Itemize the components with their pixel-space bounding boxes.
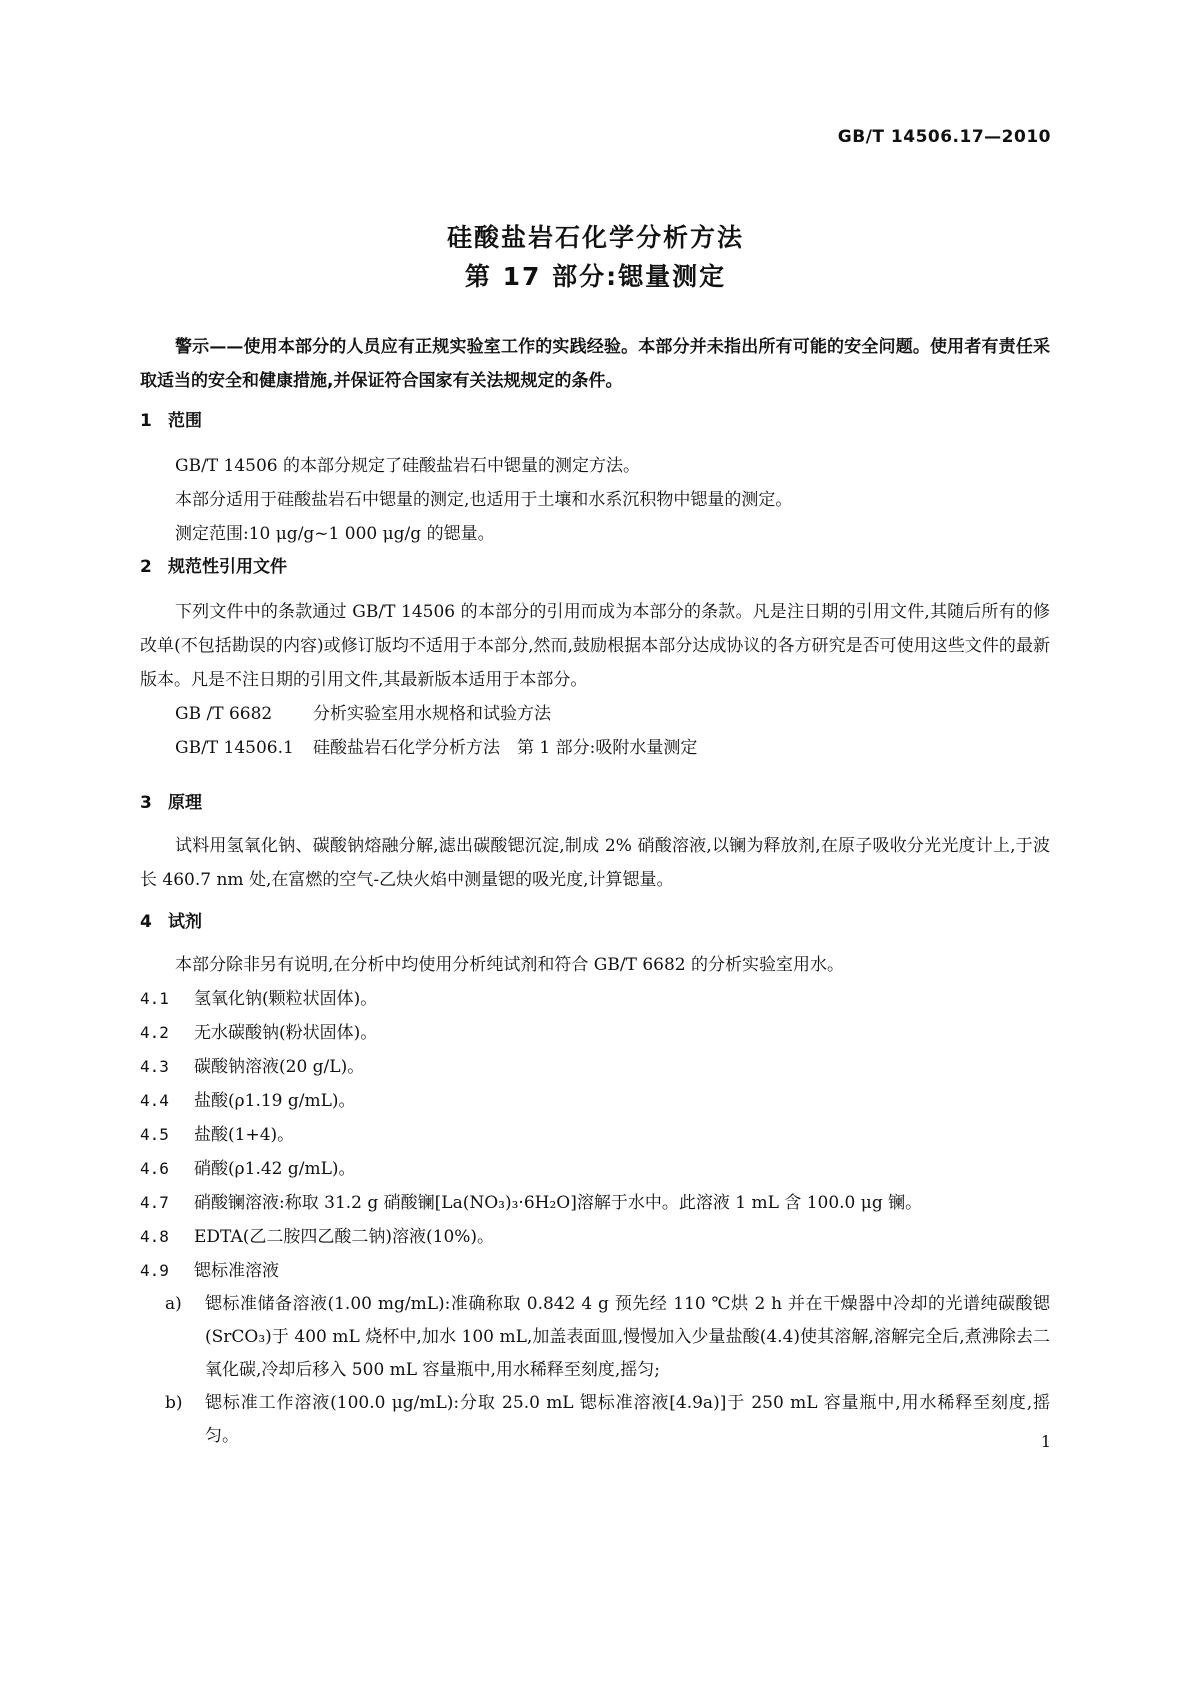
title-line-1: 硅酸盐岩石化学分析方法 [446,223,744,252]
item-text: 硝酸镧溶液:称取 31.2 g 硝酸镧[La(NO₃)₃·6H₂O]溶解于水中。此溶液 1 mL 含 100.0 μg 镧。 [194,1193,923,1213]
item-number: 4.3 [140,1057,169,1076]
sub-item-label: b) [165,1393,183,1413]
reagent-item [140,1254,1050,1288]
reagent-item [140,1084,1050,1118]
sub-item-text: 锶标准储备溶液(1.00 mg/mL):准确称取 0.842 4 g 预先经 110 ℃烘 2 h 并在干燥器中冷却的光谱纯碳酸锶(SrCO₃)于 400 mL 烧杯中,加水 100 mL,加盖表面皿,慢慢加入少量盐酸(4.4)使其溶解,溶解完全后,煮沸除去二氧化碳,冷却后移入 500 mL 容量瓶中,用水稀释至刻度,摇匀; [205,1294,1050,1380]
section-refs [140,554,1050,580]
section-number: 3 [140,793,152,813]
section-scope [140,408,1050,434]
item-text: 硝酸(ρ1.42 g/mL)。 [194,1159,356,1179]
item-text: 碳酸钠溶液(20 g/L)。 [194,1057,365,1077]
title-line-2: 第 17 部分:锶量测定 [464,262,727,291]
section-number: 1 [140,411,152,431]
item-number: 4.6 [140,1159,169,1178]
section-number: 4 [140,912,152,932]
item-text: 盐酸(1+4)。 [194,1125,295,1145]
reference-item [140,731,1050,765]
paragraph: 下列文件中的条款通过 GB/T 14506 的本部分的引用而成为本部分的条款。凡是注日期的引用文件,其随后所有的修改单(不包括勘误的内容)或修订版均不适用于本部分,然而,鼓励根据本部分达成协议的各方研究是否可使用这些文件的最新版本。凡是不注日期的引用文件,其最新版本适用于本部分。 [140,602,1050,690]
reference-item [140,697,1050,731]
paragraph: GB/T 14506 的本部分规定了硅酸盐岩石中锶量的测定方法。 [175,456,641,476]
item-text: EDTA(乙二胺四乙酸二钠)溶液(10%)。 [194,1227,495,1247]
item-number: 4.8 [140,1227,169,1246]
page-number: 1 [1040,1432,1051,1451]
item-text: 盐酸(ρ1.19 g/mL)。 [194,1091,356,1111]
section-title: 原理 [168,793,202,813]
section-reagents [140,909,1050,935]
section-principle [140,790,1050,816]
reference-code: GB /T 6682 [175,704,273,724]
item-number: 4.9 [140,1261,169,1280]
reagent-item [140,1118,1050,1152]
standard-code: GB/T 14506.17—2010 [837,127,1051,147]
section-title: 规范性引用文件 [168,557,287,577]
reference-title: 分析实验室用水规格和试验方法 [313,704,551,724]
scope-body [140,449,1050,551]
paragraph: 试料用氢氧化钠、碳酸钠熔融分解,滤出碳酸锶沉淀,制成 2% 硝酸溶液,以镧为释放剂,在原子吸收分光光度计上,于波长 460.7 nm 处,在富燃的空气-乙炔火焰中测量锶的吸光度,计算锶量。 [140,836,1050,890]
item-number: 4.2 [140,1023,169,1042]
paragraph: 测定范围:10 μg/g~1 000 μg/g 的锶量。 [175,524,495,544]
warning-block [140,330,1050,398]
section-title: 试剂 [168,912,202,932]
section-heading [140,408,1050,434]
item-text: 无水碳酸钠(粉状固体)。 [194,1023,378,1043]
reagent-item [140,1050,1050,1084]
section-heading [140,554,1050,580]
refs-body [140,595,1050,765]
paragraph: 本部分除非另有说明,在分析中均使用分析纯试剂和符合 GB/T 6682 的分析实验室用水。 [175,955,845,975]
reagent-item [140,1016,1050,1050]
section-heading [140,909,1050,935]
sub-item [140,1288,1050,1387]
reagent-item [140,1186,1050,1220]
sub-item [140,1387,1050,1453]
reagent-item [140,982,1050,1016]
warning-text: 警示——使用本部分的人员应有正规实验室工作的实践经验。本部分并未指出所有可能的安全问题。使用者有责任采取适当的安全和健康措施,并保证符合国家有关法规规定的条件。 [140,337,1050,391]
reagents-body [140,948,1050,1453]
reference-code: GB/T 14506.1 [175,738,294,758]
reagent-item [140,1152,1050,1186]
section-heading [140,790,1050,816]
section-number: 2 [140,557,152,577]
reagent-item [140,1220,1050,1254]
sub-item-text: 锶标准工作溶液(100.0 μg/mL):分取 25.0 mL 锶标准溶液[4.9a)]于 250 mL 容量瓶中,用水稀释至刻度,摇匀。 [205,1393,1050,1446]
principle-body [140,829,1050,897]
paragraph: 本部分适用于硅酸盐岩石中锶量的测定,也适用于土壤和水系沉积物中锶量的测定。 [175,490,793,510]
item-text: 氢氧化钠(颗粒状固体)。 [194,989,378,1009]
sub-item-label: a) [165,1294,182,1314]
section-title: 范围 [168,411,202,431]
item-number: 4.5 [140,1125,169,1144]
item-number: 4.1 [140,989,169,1008]
item-number: 4.4 [140,1091,169,1110]
item-number: 4.7 [140,1193,169,1212]
reference-title: 硅酸盐岩石化学分析方法 第 1 部分:吸附水量测定 [313,738,698,758]
item-text: 锶标准溶液 [194,1261,279,1281]
